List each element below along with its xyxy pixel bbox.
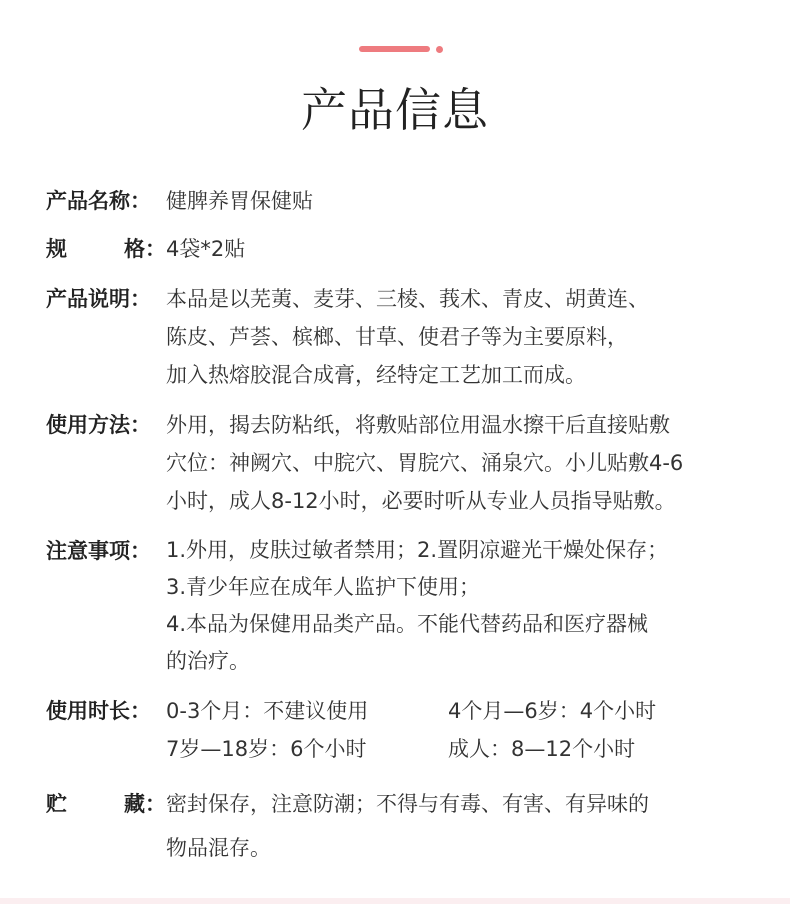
accent-bar [359, 46, 430, 52]
value-usage: 外用，揭去防粘纸，将敷贴部位用温水擦干后直接贴敷 穴位：神阙穴、中脘穴、胃脘穴、涌泉穴。小儿贴敷4-6 小时，成人8-12小时，必要时听从专业人员指导贴敷。 [166, 413, 684, 513]
footer-divider [0, 898, 790, 904]
row-notes [46, 532, 766, 680]
duration-cell: 0-3个月：不建议使用 [166, 699, 369, 723]
label-description: 产品说明： [46, 287, 151, 311]
accent-dot [436, 46, 443, 53]
title-accent [359, 45, 443, 53]
label-spec: 规 格： [46, 237, 166, 261]
value-spec: 4袋*2贴 [166, 237, 246, 261]
row-duration [46, 692, 766, 768]
row-description [46, 280, 766, 394]
value-product-name: 健脾养胃保健贴 [166, 189, 313, 213]
product-info [46, 182, 766, 870]
row-usage [46, 406, 766, 520]
label-usage: 使用方法： [46, 413, 151, 437]
row-storage [46, 782, 766, 870]
value-notes: 1.外用，皮肤过敏者禁用；2.置阴凉避光干燥处保存； 3.青少年应在成年人监护下使用； 4.本品为保健用品类产品。不能代替药品和医疗器械 的治疗。 [166, 538, 669, 673]
value-duration [166, 692, 766, 768]
row-product-name [46, 182, 766, 230]
label-storage: 贮 藏： [46, 792, 166, 816]
value-description: 本品是以芜荑、麦芽、三棱、莪术、青皮、胡黄连、 陈皮、芦荟、槟榔、甘草、使君子等为主要原料， 加入热熔胶混合成膏，经特定工艺加工而成。 [166, 287, 649, 387]
row-spec [46, 230, 766, 278]
label-duration: 使用时长： [46, 699, 151, 723]
label-product-name: 产品名称： [46, 189, 151, 213]
label-notes: 注意事项： [46, 539, 151, 563]
page-title: 产品信息 [301, 83, 489, 137]
value-storage: 密封保存，注意防潮；不得与有毒、有害、有异味的 物品混存。 [166, 792, 649, 860]
duration-cell: 成人：8—12个小时 [448, 737, 636, 761]
duration-cell: 7岁—18岁：6个小时 [166, 737, 367, 761]
duration-cell: 4个月—6岁：4个小时 [448, 699, 657, 723]
